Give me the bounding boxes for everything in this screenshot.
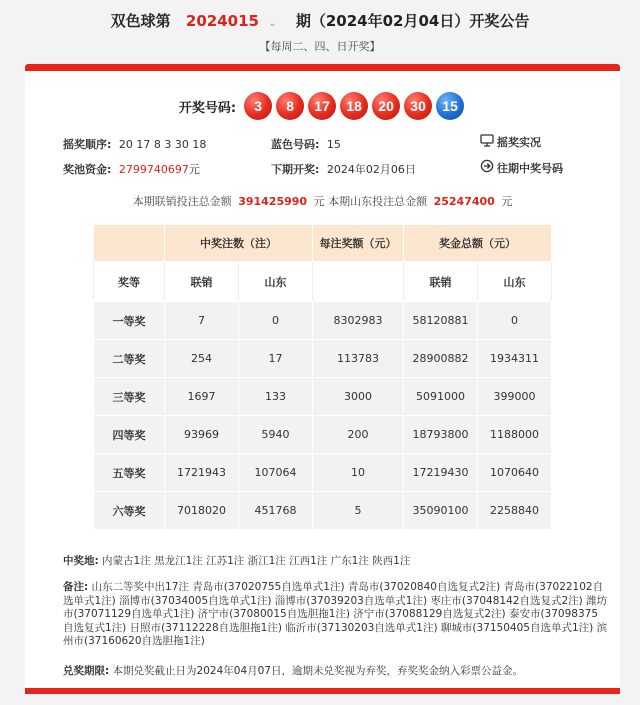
- next-draw-value: 2024年02月06日: [326, 163, 416, 176]
- table-row: [94, 378, 552, 416]
- header-total-prize: 奖金总额（元）: [404, 225, 552, 262]
- subheader-empty: [313, 262, 404, 302]
- draw-order-value: 20 17 8 3 30 18: [118, 138, 207, 151]
- count-shandong: 0: [239, 302, 313, 340]
- summary-text: 元 本期山东投注总金额: [313, 195, 428, 208]
- prize-level: 三等奖: [94, 378, 165, 416]
- table-row: [94, 416, 552, 454]
- red-ball: 3: [244, 92, 272, 120]
- result-card: [25, 64, 620, 694]
- total-shandong: 1934311: [478, 340, 552, 378]
- count-shandong: 17: [239, 340, 313, 378]
- total-joint: 18793800: [404, 416, 478, 454]
- remarks-label: 备注:: [63, 581, 89, 593]
- table-row: [94, 340, 552, 378]
- video-link[interactable]: [480, 134, 541, 150]
- per-prize: 200: [313, 416, 404, 454]
- summary-text: 本期联销投注总金额: [132, 195, 232, 208]
- total-shandong: 2258840: [478, 492, 552, 530]
- summary-text: 元: [501, 195, 513, 208]
- table-subheader-row: [94, 262, 552, 302]
- table-row: [94, 454, 552, 492]
- arrow-circle-icon: [480, 159, 494, 176]
- remarks-text: 山东二等奖中出17注 青岛市(37020755自选单式1注) 青岛市(37020840自选复式2注) 青岛市(37022102自选单式1注) 淄博市(37034005自选单式1注) 淄博市(37039203自选单式1注) 枣庄市(37048142自选复式2注) 潍坊市(37071129自选单式1注) 济宁市(37080015自选胆拖1注) 济宁市(37088129自选复式2注) 泰安市(37098375自选复式1注) 日照市(37112228自选胆拖1注) 临沂市(37130203自选单式1注) 聊城市(37150405自选单式1注) 滨州市(37160620自选胆拖1注): [63, 581, 608, 647]
- title-suffix: 期（2024年02月04日）开奖公告: [295, 12, 530, 30]
- page-title: [0, 10, 640, 31]
- per-prize: 3000: [313, 378, 404, 416]
- total-shandong: 0: [478, 302, 552, 340]
- table-row: [94, 302, 552, 340]
- chevron-down-icon[interactable]: ⌄: [268, 18, 277, 29]
- table-row: [94, 492, 552, 530]
- blue-number: [271, 136, 341, 152]
- per-prize: 10: [313, 454, 404, 492]
- prize-pool-value: 2799740697: [118, 163, 189, 176]
- history-link-label[interactable]: 往期中奖号码: [497, 161, 563, 175]
- count-shandong: 5940: [239, 416, 313, 454]
- issue-select[interactable]: 2024015: [185, 12, 259, 30]
- draw-order: [63, 136, 206, 152]
- subheader-shandong: 山东: [478, 262, 552, 302]
- total-joint: 35090100: [404, 492, 478, 530]
- winner-regions-text: 内蒙古1注 黑龙江1注 江苏1注 浙江1注 江西1注 广东1注 陕西1注: [102, 555, 411, 567]
- table-header-row: [94, 225, 552, 262]
- monitor-icon: [480, 134, 494, 150]
- blue-number-label: 蓝色号码:: [271, 138, 320, 151]
- next-draw-label: 下期开奖:: [271, 163, 320, 176]
- sales-summary: [25, 193, 620, 209]
- title-prefix: 双色球第: [110, 12, 171, 30]
- subheader-level: 奖等: [94, 262, 165, 302]
- draw-order-label: 摇奖顺序:: [63, 138, 112, 151]
- next-draw: [271, 161, 416, 177]
- count-shandong: 133: [239, 378, 313, 416]
- prize-pool-label: 奖池资金:: [63, 163, 112, 176]
- prize-pool: [63, 161, 200, 177]
- prize-pool-unit: 元: [188, 163, 200, 176]
- count-joint: 1697: [165, 378, 239, 416]
- prize-table: [93, 224, 552, 530]
- count-shandong: 107064: [239, 454, 313, 492]
- total-joint: 5091000: [404, 378, 478, 416]
- video-link-label[interactable]: 摇奖实况: [497, 136, 541, 149]
- total-joint: 28900882: [404, 340, 478, 378]
- total-shandong: 1070640: [478, 454, 552, 492]
- red-ball: 18: [340, 92, 368, 120]
- prize-level: 六等奖: [94, 492, 165, 530]
- subheader-shandong: 山东: [239, 262, 313, 302]
- card-top-bar: [25, 64, 620, 71]
- red-ball: 8: [276, 92, 304, 120]
- winner-regions-label: 中奖地:: [63, 555, 99, 567]
- remarks: [63, 581, 608, 649]
- prize-level: 二等奖: [94, 340, 165, 378]
- history-link[interactable]: [480, 159, 563, 176]
- page-header: [0, 0, 640, 62]
- red-ball: 17: [308, 92, 336, 120]
- count-joint: 254: [165, 340, 239, 378]
- count-joint: 7: [165, 302, 239, 340]
- draw-schedule: 【每周二、四、日开奖】: [259, 40, 381, 53]
- winner-regions: [63, 555, 603, 569]
- total-joint: 17219430: [404, 454, 478, 492]
- subheader-joint: 联销: [404, 262, 478, 302]
- winning-numbers-label: 开奖号码:: [178, 100, 237, 116]
- red-ball: 30: [404, 92, 432, 120]
- header-winner-count: 中奖注数（注）: [165, 225, 313, 262]
- count-shandong: 451768: [239, 492, 313, 530]
- prize-level: 五等奖: [94, 454, 165, 492]
- per-prize: 5: [313, 492, 404, 530]
- count-joint: 1721943: [165, 454, 239, 492]
- header-per-prize: 每注奖额（元）: [313, 225, 404, 262]
- winning-numbers: [25, 92, 620, 120]
- claim-deadline-label: 兑奖期限:: [63, 665, 110, 677]
- red-ball: 20: [372, 92, 400, 120]
- blue-ball: 15: [436, 92, 464, 120]
- prize-level: 一等奖: [94, 302, 165, 340]
- card-bottom-bar: [25, 688, 620, 694]
- count-joint: 7018020: [165, 492, 239, 530]
- prize-level: 四等奖: [94, 416, 165, 454]
- total-shandong: 399000: [478, 378, 552, 416]
- claim-deadline-text: 本期兑奖截止日为2024年04月07日，逾期未兑奖视为弃奖，弃奖奖金纳入彩票公益金。: [112, 665, 523, 677]
- total-sales: 391425990: [238, 195, 308, 208]
- subheader-joint: 联销: [165, 262, 239, 302]
- total-shandong: 1188000: [478, 416, 552, 454]
- claim-deadline: [63, 665, 608, 679]
- shandong-sales: 25247400: [433, 195, 495, 208]
- table-header-empty: [94, 225, 165, 262]
- total-joint: 58120881: [404, 302, 478, 340]
- per-prize: 113783: [313, 340, 404, 378]
- blue-number-value: 15: [326, 138, 341, 151]
- count-joint: 93969: [165, 416, 239, 454]
- per-prize: 8302983: [313, 302, 404, 340]
